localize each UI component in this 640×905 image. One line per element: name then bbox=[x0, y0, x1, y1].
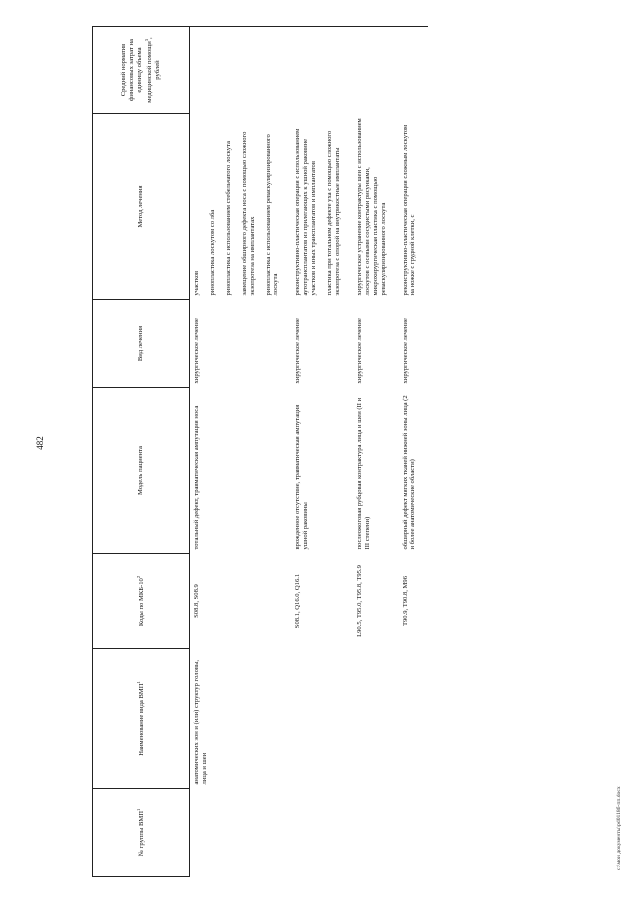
method-item: реконструктивно-пластическая операция с использованием аутотрансплантатов из прилегающих к ушной раковине участков и иных трансплантатов и имплантатов bbox=[294, 128, 318, 296]
cell-type: хирургическое лечение bbox=[355, 318, 363, 384]
cell-model: послеожоговая рубцовая контрактура лица и шеи (II и III степени) bbox=[355, 397, 371, 550]
header-type: Вид лечения bbox=[93, 300, 190, 388]
cell-codes: T90.9, T90.8, M96 bbox=[401, 575, 409, 627]
cell-codes: L90.5, T95.0, T95.8, T95.9 bbox=[355, 565, 363, 637]
method-item: пластика при тотальном дефекте уха с помощью сложного экзопротеза с опорой на внутрикостные имплантаты bbox=[326, 130, 341, 296]
cell-method bbox=[190, 114, 292, 300]
page-number: 482 bbox=[35, 436, 45, 450]
header-row bbox=[93, 27, 190, 877]
cell-name: анатомических зон и (или) структур головы, лица и шеи bbox=[193, 659, 208, 785]
cell-cost bbox=[353, 27, 399, 114]
table-row bbox=[291, 27, 353, 877]
cell-codes: S08.8, S08.9 bbox=[193, 584, 200, 618]
cell-type: хирургическое лечение bbox=[401, 318, 409, 384]
footer-file-path: c:\мои документы\pd0118б-пп.docx bbox=[616, 786, 622, 870]
cell-cost bbox=[399, 27, 429, 114]
method-item: ринопластика лоскутом со лба bbox=[208, 209, 216, 296]
cell-group bbox=[399, 789, 429, 877]
cell-cost bbox=[190, 27, 292, 114]
header-codes: Коды по МКБ-$10^2$ bbox=[93, 554, 190, 649]
table-row bbox=[190, 27, 292, 877]
cell-codes: S08.1, Q16.0, Q16.1 bbox=[294, 573, 302, 629]
method-item: ринопластика с использованием реваскуляризированного лоскута bbox=[264, 134, 280, 296]
vmp-table bbox=[92, 26, 428, 877]
method-item: замещение обширного дефекта носа с помощью сложного экзопротеза на имплантатах bbox=[240, 131, 256, 296]
cell-model: тотальный дефект, травматическая ампутация носа bbox=[193, 405, 200, 550]
table-row bbox=[399, 27, 429, 877]
cell-model: врожденное отсутствие, травматическая ампутация ушной раковины bbox=[294, 404, 310, 550]
cell-type: хирургическое лечение bbox=[294, 318, 302, 384]
header-cost: Средний норматив финансовых затрат на единицу объема медицинской помощи$^3$, рублей bbox=[93, 27, 190, 114]
cell-name bbox=[399, 649, 429, 789]
header-model: Модель пациента bbox=[93, 388, 190, 554]
cell-group bbox=[353, 789, 399, 877]
method-item: реконструктивно-пластическая операция сложным лоскутом на ножке с грудной клетки, с bbox=[401, 124, 417, 296]
cell-method bbox=[353, 114, 399, 300]
rotated-table-container bbox=[92, 27, 417, 877]
cell-group bbox=[190, 789, 292, 877]
cell-method bbox=[399, 114, 429, 300]
table-row bbox=[353, 27, 399, 877]
method-item: хирургическое устранение контрактуры шеи с использованием лоскутов с осевыми сосудистыми рисунками, микрохирургическая пластика с помощью реваскуляризированного лоскута bbox=[355, 118, 387, 296]
header-group: № группы ВМП$^1$ bbox=[93, 789, 190, 877]
cell-name bbox=[291, 649, 353, 789]
cell-type: хирургическое лечение bbox=[193, 318, 200, 384]
cell-group bbox=[291, 789, 353, 877]
cell-cost bbox=[291, 27, 353, 114]
cell-method bbox=[291, 114, 353, 300]
header-method: Метод лечения bbox=[93, 114, 190, 300]
method-item: участков bbox=[193, 270, 200, 296]
method-item: ринопластика с использованием стебельчатого лоскута bbox=[224, 141, 232, 296]
cell-model: обширный дефект мягких тканей нижней зоны лица (2 и более анатомические области) bbox=[401, 395, 417, 550]
header-name: Наименование вида ВМП$^1$ bbox=[93, 649, 190, 789]
cell-name bbox=[353, 649, 399, 789]
